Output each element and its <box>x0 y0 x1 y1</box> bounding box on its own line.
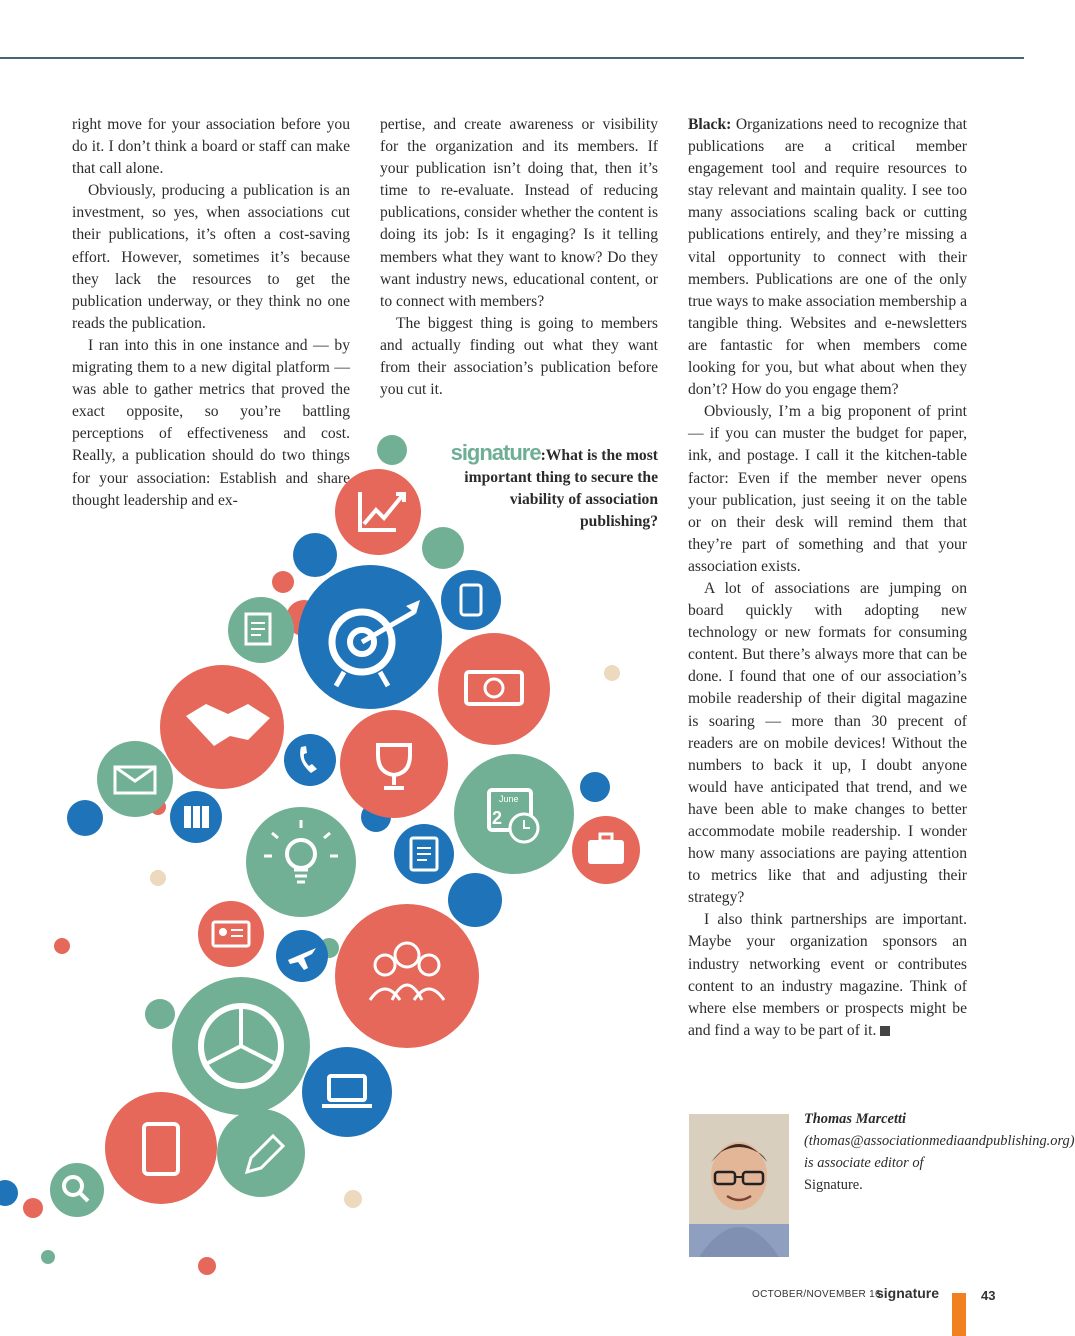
paragraph: I ran into this in one instance and — by migrating them to a new digital platform — was able to gather metrics that proved the exact opposite, so you’re battling perceptions of effectiveness and cost. Really, a publication should do two things for your association: Establish and share thought leadership and ex- <box>72 336 350 509</box>
briefcase-icon <box>572 816 640 884</box>
top-rule <box>0 57 1024 59</box>
airplane-icon <box>276 930 328 982</box>
people-icon <box>335 904 479 1048</box>
paragraph: Obviously, producing a publication is an investment, so yes, when associations cut their publications, it’s often a cost-saving effort. However, sometimes it’s because they lack the resources to get the publication underway, or they think no one reads the publication. <box>72 182 350 332</box>
dot <box>150 870 166 886</box>
question-brand: signature <box>450 440 541 465</box>
author-bio <box>804 1108 1075 1196</box>
calendar-month: June <box>499 794 519 804</box>
footer-brand: signature <box>876 1285 940 1301</box>
dot <box>41 1250 55 1264</box>
calendar-clock-icon <box>454 754 574 874</box>
dot <box>422 527 464 569</box>
pencil-icon <box>217 1109 305 1197</box>
question-text: :What is the most important thing to secure the viability of association publishing? <box>464 447 658 531</box>
icon-illustration <box>0 420 680 1290</box>
paragraph: The biggest thing is going to members and actually finding out what they want from their association’s publication before you cut it. <box>380 314 658 399</box>
author-name: Thomas Marcetti <box>804 1111 906 1127</box>
end-mark <box>880 1026 890 1036</box>
paragraph: right move for your association before you do it. I don’t think a board or staff can make that call alone. <box>72 116 350 178</box>
mobile-phone-icon <box>441 570 501 630</box>
dot <box>67 800 103 836</box>
paragraph: pertise, and create awareness or visibility for the organization and its members. If your publication isn’t doing that, then it’s time to re-evaluate. Instead of reducing publications, consider whether the content is doing its job: Is it engaging? Is it telling members what they want to know? Do they want industry news, educational content, or to connect with members? <box>380 116 659 310</box>
author-description: (thomas@associationmediaandpublishing.org) is associate editor of <box>804 1133 1075 1172</box>
issue-date: OCTOBER/NOVEMBER 16 <box>752 1289 881 1300</box>
accent-bar <box>952 1293 966 1336</box>
dot <box>54 938 70 954</box>
paragraph: Obviously, I’m a big proponent of print — if you can muster the budget for paper, ink, and postage. I call it the kitchen-table factor: Even if the member never opens your publication, just seeing it on the table or on their desk will remind them that they’re part of something and that your association exists. <box>688 403 967 575</box>
paragraph-text: I also think partnerships are important. Maybe your organization sponsors an industry networking event or contributes content to an industry magazine. Think of where else members or prospects might be and find a way to be part of it. <box>688 911 967 1039</box>
id-card-icon <box>198 901 264 967</box>
pie-chart-icon <box>172 977 310 1115</box>
handshake-icon <box>160 665 284 789</box>
laptop-icon <box>302 1047 392 1137</box>
paragraph: A lot of associations are jumping on board quickly with adopting new technology or new formats for consuming content. But there’s always more that can be done. I found that one of our association’s mobile readership of their digital magazine is soaring — more than 30 precent of readers are on mobile devices! Without the numbers to back it up, I doubt anyone would have anticipated that trend, and we have been able to make changes to better accommodate mobile readership. I wonder how many associations are paying attention to metrics like that and adjusting their strategy? <box>688 579 967 907</box>
money-icon <box>438 633 550 745</box>
growth-chart-icon <box>335 469 421 555</box>
binders-icon <box>170 791 222 843</box>
paragraph <box>688 114 967 401</box>
dot <box>377 435 407 465</box>
column-middle <box>380 114 658 401</box>
dot <box>293 533 337 577</box>
target-icon <box>298 565 442 709</box>
calendar-day: 2 <box>492 808 503 828</box>
dot <box>272 571 294 593</box>
page-number: 43 <box>981 1288 996 1303</box>
magnifier-icon <box>50 1163 104 1217</box>
column-right <box>688 114 967 1042</box>
dot <box>198 1257 216 1275</box>
trophy-icon <box>340 710 448 818</box>
phone-handset-icon <box>284 734 336 786</box>
envelope-icon <box>97 741 173 817</box>
paragraph-text: Organizations need to recognize that publications are a critical member engagement tool and require resources to stay relevant and maintain quality. I see too many associations scaling back or cutting publications entirely, and they’re missing a vital opportunity to connect with their members. Publications are one of the only true ways to make association membership a tangible thing. Websites and e-newsletters are fantastic for when members come looking for you, but what about when they don’t? How do you engage them? <box>688 116 967 399</box>
author-photo <box>689 1114 789 1257</box>
paragraph <box>688 909 967 1042</box>
speaker-label: Black: <box>688 116 732 133</box>
dot <box>0 1180 18 1206</box>
dot <box>23 1198 43 1218</box>
clipboard-icon <box>394 824 454 884</box>
lightbulb-icon <box>246 807 356 917</box>
publication-name: Signature. <box>804 1177 863 1194</box>
dot <box>145 999 175 1029</box>
document-icon <box>228 597 294 663</box>
dot <box>448 873 502 927</box>
tablet-icon <box>105 1092 217 1204</box>
dot <box>580 772 610 802</box>
page-footer <box>752 1287 1002 1307</box>
dot <box>604 665 620 681</box>
dot <box>344 1190 362 1208</box>
